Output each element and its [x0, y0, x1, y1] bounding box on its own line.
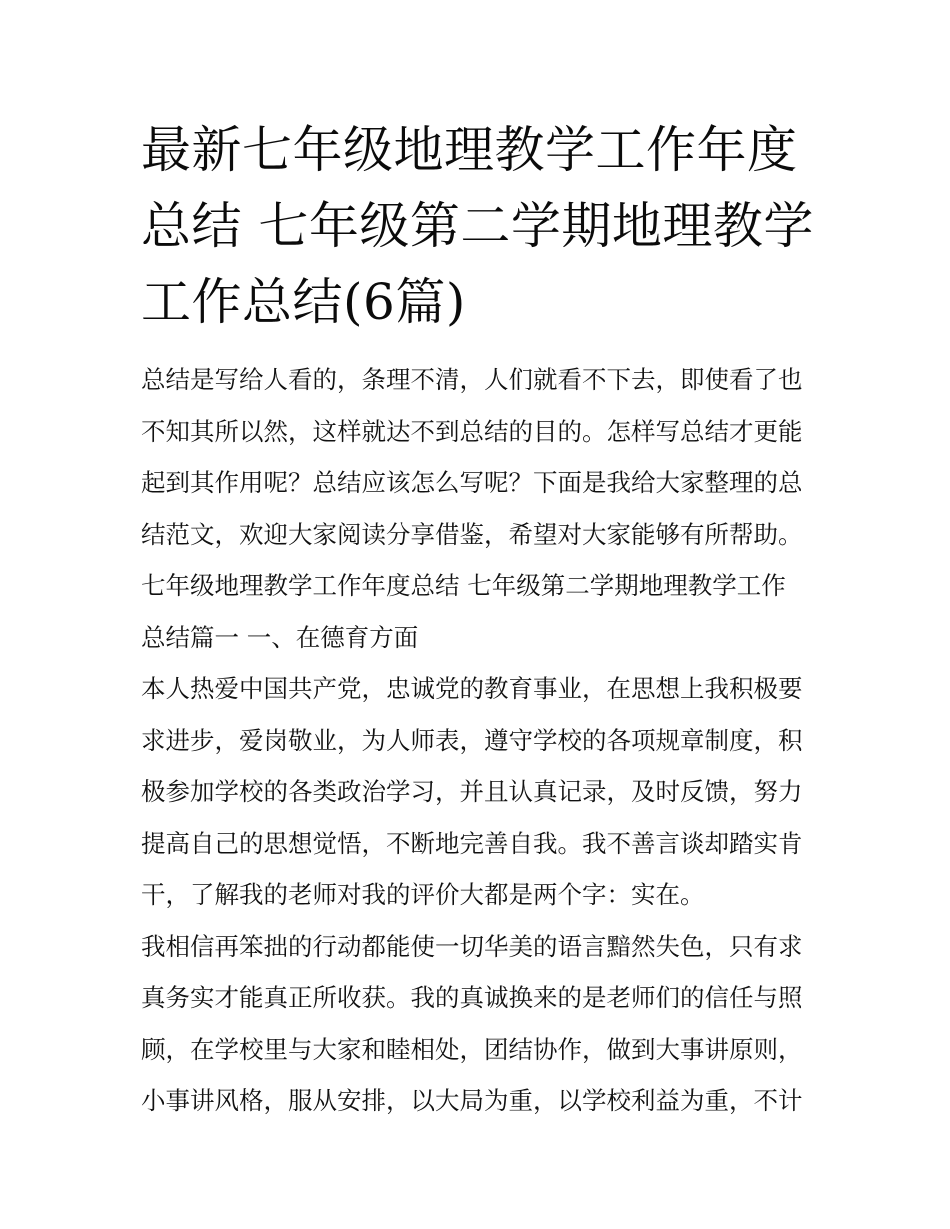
body-line: 本人热爱中国共产党，忠诚党的教育事业，在思想上我积极要	[141, 674, 803, 703]
body-line: 结范文，欢迎大家阅读分享借鉴，希望对大家能够有所帮助。	[141, 519, 803, 549]
body-line: 提高自己的思想觉悟，不断地完善自我。我不善言谈却踏实肯	[141, 828, 803, 858]
body-line: 小事讲风格，服从安排，以大局为重，以学校利益为重，不计	[141, 1086, 803, 1115]
document-content	[141, 112, 821, 1127]
body-line: 求进步，爱岗敬业，为人师表，遵守学校的各项规章制度，积	[141, 725, 803, 755]
body-line: 真务实才能真正所收获。我的真诚换来的是老师们的信任与照	[141, 983, 803, 1012]
section-heading-line: 总结篇一 一、在德育方面	[141, 622, 419, 652]
body-line: 起到其作用呢？总结应该怎么写呢？下面是我给大家整理的总	[141, 468, 803, 497]
title-line: 总结 七年级第二学期地理教学	[141, 197, 814, 255]
body-line: 我相信再笨拙的行动都能使一切华美的语言黯然失色，只有求	[141, 931, 803, 961]
body-line: 极参加学校的各类政治学习，并且认真记录，及时反馈，努力	[141, 777, 803, 806]
title-line: 工作总结(6篇)	[141, 273, 466, 331]
body-line: 不知其所以然，这样就达不到总结的目的。怎样写总结才更能	[141, 416, 803, 446]
document-title	[141, 112, 821, 340]
body-line: 顾，在学校里与大家和睦相处，团结协作，做到大事讲原则，	[141, 1034, 803, 1064]
body-line: 干，了解我的老师对我的评价大都是两个字：实在。	[141, 880, 705, 909]
section-heading-line: 七年级地理教学工作年度总结 七年级第二学期地理教学工作	[141, 571, 786, 600]
title-line: 最新七年级地理教学工作年度	[141, 121, 798, 179]
document-body	[141, 354, 821, 1127]
body-line: 总结是写给人看的，条理不清，人们就看不下去，即使看了也	[141, 365, 803, 394]
